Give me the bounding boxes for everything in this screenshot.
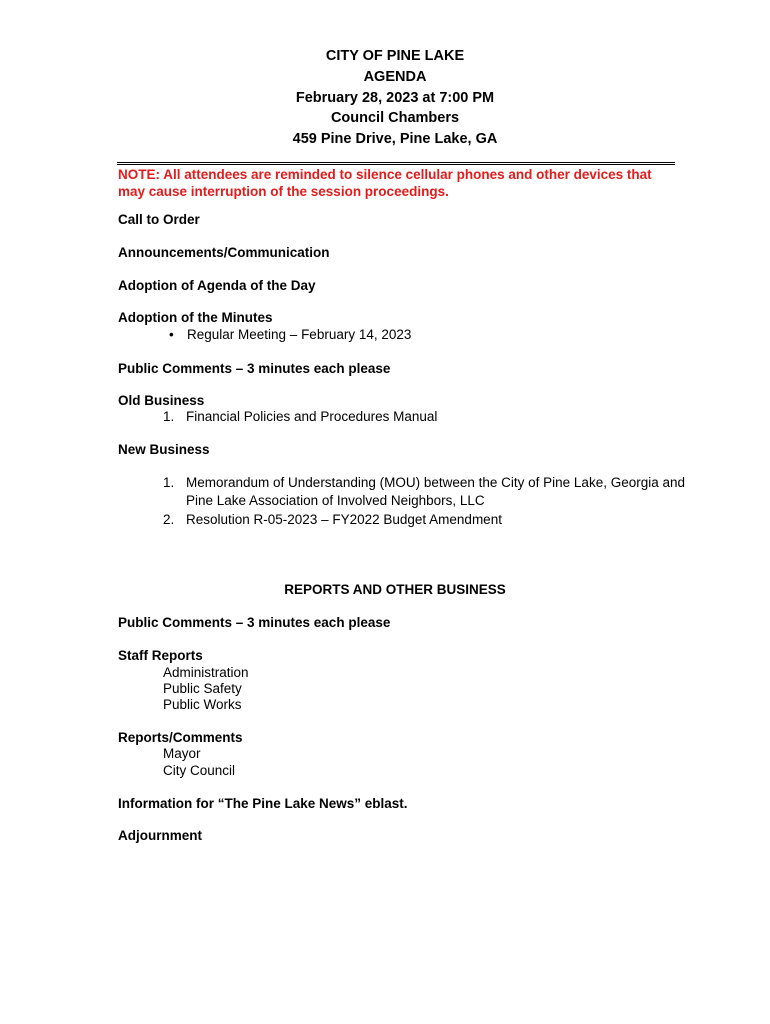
public-comments-heading: Public Comments – 3 minutes each please bbox=[118, 615, 391, 630]
reports-comments-heading: Reports/Comments bbox=[118, 730, 243, 745]
new-business-item: Resolution R-05-2023 – FY2022 Budget Amendment bbox=[186, 512, 502, 527]
staff-report-item: Public Safety bbox=[163, 681, 242, 696]
old-business-heading: Old Business bbox=[118, 393, 205, 408]
reports-comments-item: City Council bbox=[163, 763, 236, 778]
bullet-icon: • bbox=[169, 327, 174, 342]
meeting-date: February 28, 2023 at 7:00 PM bbox=[295, 89, 495, 106]
minutes-item: Regular Meeting – February 14, 2023 bbox=[187, 327, 412, 342]
agenda-header bbox=[0, 46, 770, 150]
information-heading: Information for “The Pine Lake News” eblast. bbox=[118, 796, 408, 811]
announcements-heading: Announcements/Communication bbox=[118, 245, 330, 260]
old-business-item-number: 1. bbox=[163, 409, 175, 424]
staff-report-item: Administration bbox=[163, 665, 249, 680]
new-business-item-line: Pine Lake Association of Involved Neighbors, LLC bbox=[186, 493, 485, 508]
reports-heading: REPORTS AND OTHER BUSINESS bbox=[284, 582, 506, 597]
staff-report-item: Public Works bbox=[163, 697, 242, 712]
document-title: AGENDA bbox=[363, 68, 427, 85]
new-business-item-number: 1. bbox=[163, 475, 175, 490]
adoption-minutes-heading: Adoption of the Minutes bbox=[118, 310, 273, 325]
silence-phones-note: NOTE: All attendees are reminded to silence cellular phones and other devices that may cause interruption of the session proceedings. bbox=[118, 167, 652, 199]
new-business-item-line: Memorandum of Understanding (MOU) between the City of Pine Lake, Georgia and bbox=[186, 475, 686, 490]
new-business-heading: New Business bbox=[118, 442, 210, 457]
staff-reports-heading: Staff Reports bbox=[118, 648, 203, 663]
adjournment-heading: Adjournment bbox=[118, 828, 202, 843]
reports-comments-item: Mayor bbox=[163, 746, 201, 761]
header-divider bbox=[117, 162, 675, 165]
adoption-agenda-heading: Adoption of Agenda of the Day bbox=[118, 278, 316, 293]
meeting-address: 459 Pine Drive, Pine Lake, GA bbox=[292, 131, 498, 148]
new-business-item-number: 2. bbox=[163, 512, 175, 527]
city-name: CITY OF PINE LAKE bbox=[325, 48, 465, 64]
call-to-order-heading: Call to Order bbox=[118, 212, 200, 227]
public-comments-heading: Public Comments – 3 minutes each please bbox=[118, 361, 391, 376]
meeting-location: Council Chambers bbox=[330, 110, 460, 127]
old-business-item: Financial Policies and Procedures Manual bbox=[186, 409, 438, 424]
